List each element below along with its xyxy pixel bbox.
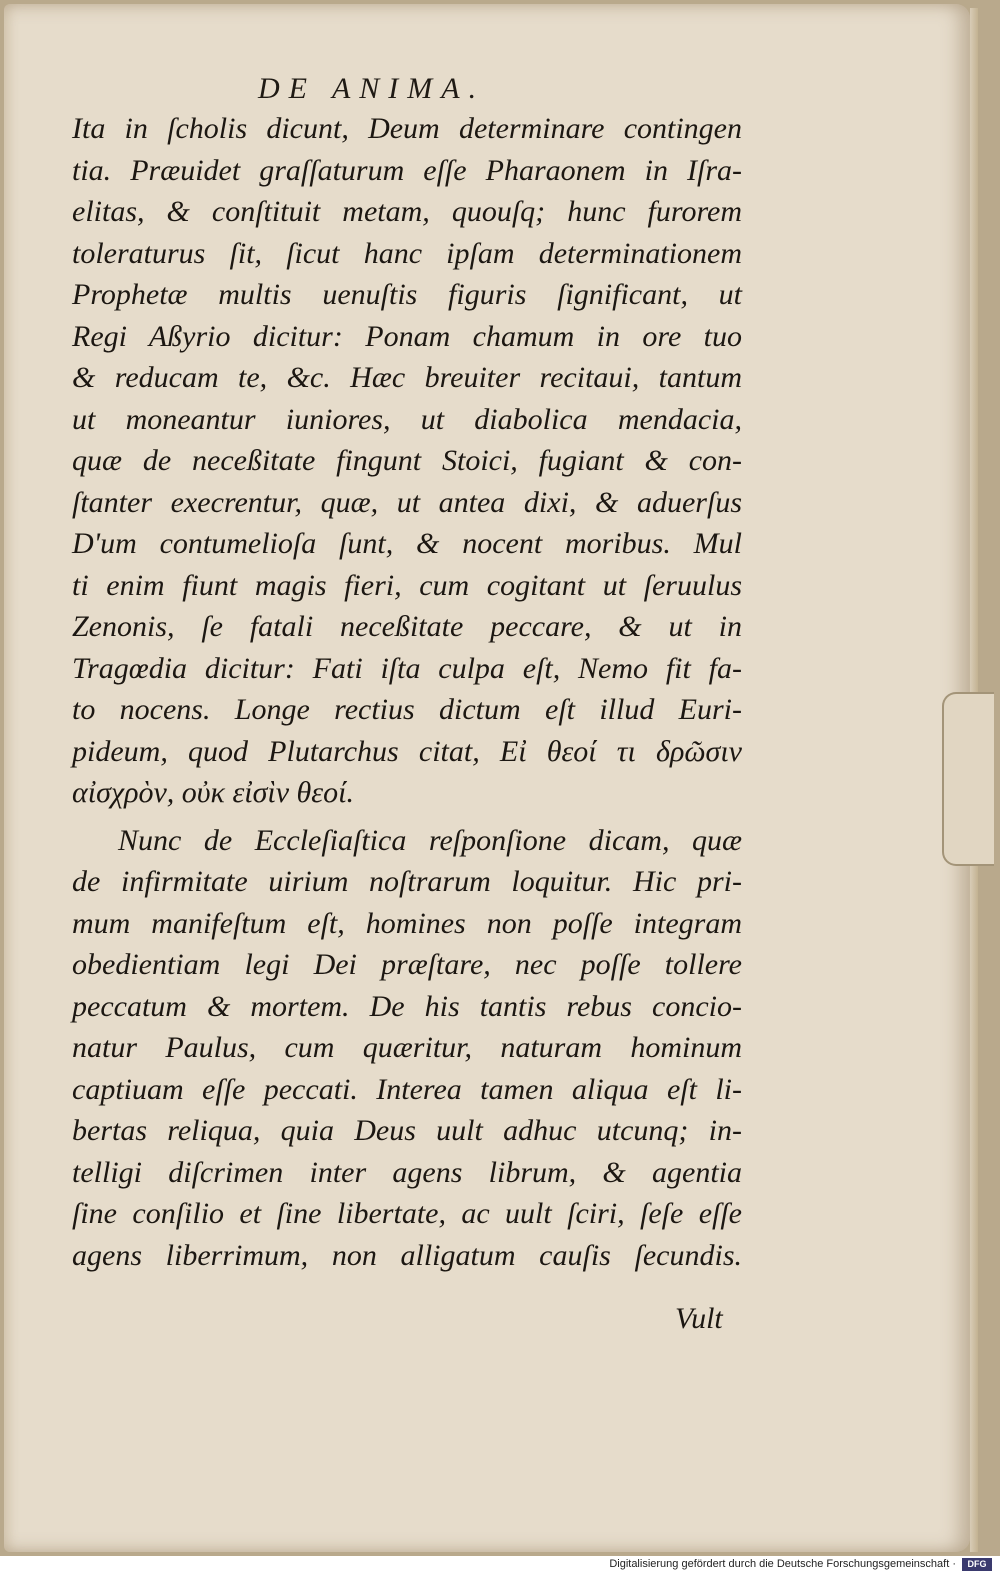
text-line: natur Paulus, cum quæritur, naturam hominum <box>72 1031 742 1064</box>
running-head: DE ANIMA. <box>258 72 486 105</box>
text-line: αἰσχρὸν, οὐκ εἰσὶν θεοί. <box>72 776 354 809</box>
text-line: mum manifeſtum eſt, homines non poſſe integram <box>72 906 742 940</box>
page-clip <box>942 692 994 866</box>
text-line: Ita in ſcholis dicunt, Deum determinare contingen <box>72 112 742 145</box>
funding-credit: Digitalisierung gefördert durch die Deutsche Forschungsgemeinschaft · <box>609 1558 956 1570</box>
text-line: Prophetæ multis uenuſtis figuris ſignificant, ut <box>72 278 742 311</box>
text-line: tia. Præuidet graſſaturum eſſe Pharaonem in Iſra- <box>72 153 742 187</box>
paragraph-start-line: Nunc de Eccleſiaſtica reſponſione dicam, quæ <box>118 823 742 857</box>
catchword: Vult <box>675 1302 723 1335</box>
text-line: ut moneantur iuniores, ut diabolica mendacia, <box>72 402 742 436</box>
text-line: to nocens. Longe rectius dictum eſt illud Euri- <box>72 693 742 726</box>
text-line: D'um contumelioſa ſunt, & nocent moribus. Mul <box>72 527 742 560</box>
text-line: captiuam eſſe peccati. Interea tamen aliqua eſt li- <box>72 1072 742 1106</box>
text-line: pideum, quod Plutarchus citat, Εἰ θεοί τι δρῶσιν <box>72 734 742 768</box>
text-line: agens liberrimum, non alligatum cauſis ſecundis. <box>72 1238 742 1272</box>
dfg-logo: DFG <box>962 1558 992 1571</box>
main-text <box>72 108 742 1276</box>
text-line: & reducam te, &c. Hæc breuiter recitaui, tantum <box>72 361 742 394</box>
text-line: toleraturus ſit, ſicut hanc ipſam determinationem <box>72 236 742 270</box>
text-line: elitas, & conſtituit metam, quouſq; hunc furorem <box>72 195 742 228</box>
text-line: Zenonis, ſe fatali neceßitate peccare, & ut in <box>72 610 742 643</box>
text-line: obedientiam legi Dei præſtare, nec poſſe tollere <box>72 948 742 981</box>
text-line: ſine conſilio et ſine libertate, ac uult ſciri, ſeſe eſſe <box>72 1197 742 1230</box>
text-line: peccatum & mortem. De his tantis rebus concio- <box>72 989 742 1023</box>
text-line: de infirmitate uirium noſtrarum loquitur. Hic pri- <box>72 865 742 898</box>
text-line: ſtanter execrentur, quæ, ut antea dixi, & aduerſus <box>72 485 742 519</box>
text-line: Regi Aßyrio dicitur: Ponam chamum in ore tuo <box>72 319 742 353</box>
text-line: quæ de neceßitate fingunt Stoici, fugiant & con- <box>72 444 742 477</box>
text-line: Tragœdia dicitur: Fati iſta culpa eſt, Nemo fit fa- <box>72 651 742 685</box>
text-line: ti enim fiunt magis fieri, cum cogitant ut ſeruulus <box>72 568 742 602</box>
text-line: bertas reliqua, quia Deus uult adhuc utcunq; in- <box>72 1114 742 1147</box>
text-line: telligi diſcrimen inter agens librum, & agentia <box>72 1155 742 1189</box>
